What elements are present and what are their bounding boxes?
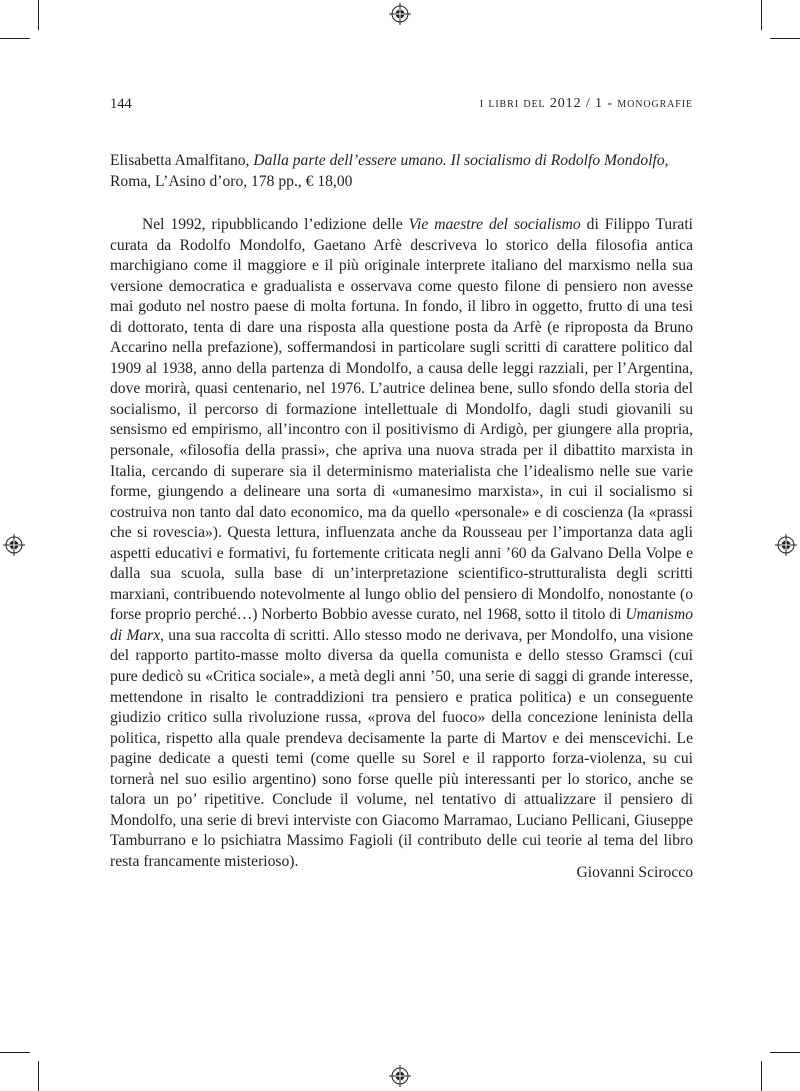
citation-title: Dalla parte dell’essere umano. Il socialismo di Rodolfo Mondolfo: [253, 152, 665, 169]
review-text-2: di Filippo Turati curata da Rodolfo Mondolfo, Gaetano Arfè descriveva lo storico della filosofia antica marchigiano come il maggiore e il più originale interprete italiano del marxismo nella sua versione democratica e gradualista e osservava come questo filone di pensiero non avesse mai goduto nel nostro paese di molta fortuna. In fondo, il libro in oggetto, frutto di una tesi di dottorato, tenta di dare una risposta alla questione posta da Arfè (e riproposta da Bruno Accarino nella prefazione), soffermandosi in particolare sugli scritti di carattere politico dal 1909 al 1938, anno della partenza di Mondolfo, a causa delle leggi razziali, per l’Argentina, dove morirà, quasi centenario, nel 1976. L’autrice delinea bene, sullo sfondo della storia del socialismo, il percorso di formazione intellettuale di Mondolfo, dagli studi giovanili su sensismo ed empirismo, all’incontro con il positivismo di Ardigò, per giungere alla propria, personale, «filosofia della prassi», che apriva una nuova strada per il dibattito marxista in Italia, cercando di superare sia il determinismo materialista che l’idealismo nelle sue varie forme, giungendo a delineare una sorta di «umanesimo marxista», in cui il socialismo si costruiva non tanto dal dato economico, ma da quello «personale» e di coscienza (la «prassi che si rovescia»). Questa lettura, influenzata anche da Rousseau per l’importanza data agli aspetti educativi e formativi, fu fortemente criticata negli anni ’60 da Galvano Della Volpe e dalla sua scuola, sulla base di un’interpretazione scientifico-strutturalista degli scritti marxiani, contribuendo notevolmente al lungo oblio del pensiero di Mondolfo, nonostante (o forse proprio perché…) Norberto Bobbio avesse curato, nel 1968, sotto il titolo di: [110, 216, 694, 624]
registration-mark-icon: [3, 534, 25, 556]
crop-mark-bottom-left-horizontal: [0, 1052, 30, 1053]
crop-mark-top-left-horizontal: [0, 38, 30, 39]
crop-mark-top-left-vertical: [38, 0, 39, 30]
running-head: [110, 96, 693, 116]
citation-author: Elisabetta Amalfitano,: [110, 152, 254, 169]
review-italic-title-1: Vie maestre del socialismo: [408, 216, 581, 233]
review-italic-title-2: Umanismo di Marx: [110, 606, 693, 644]
registration-mark-icon: [389, 3, 411, 25]
review-text-1: Nel 1992, ripubblicando l’edizione delle: [142, 216, 409, 233]
crop-mark-top-right-vertical: [761, 0, 762, 30]
reviewer-signature: Giovanni Scirocco: [576, 864, 693, 881]
book-citation: [110, 151, 693, 192]
review-paragraph: [110, 215, 693, 873]
registration-mark-icon: [389, 1065, 411, 1087]
registration-mark-icon: [775, 534, 797, 556]
crop-mark-bottom-right-horizontal: [770, 1052, 800, 1053]
crop-mark-bottom-right-vertical: [761, 1061, 762, 1091]
review-body: [110, 215, 693, 873]
running-title: i libri del 2012 / 1 - monografie: [479, 96, 693, 111]
crop-mark-bottom-left-vertical: [38, 1061, 39, 1091]
citation-details: , Roma, L’Asino d’oro, 178 pp., € 18,00: [110, 152, 669, 190]
review-text-3: , una sua raccolta di scritti. Allo stesso modo ne derivava, per Mondolfo, una visione del rapporto partito-masse molto diversa da quella comunista e dello stesso Gramsci (cui pure dedicò su «Critica sociale», a metà degli anni ’50, una serie di saggi di grande interesse, mettendone in risalto le contraddizioni tra pensiero e pratica politica) e un conseguente giudizio critico sulla rivoluzione russa, «prova del fuoco» della concezione leninista della politica, rispetto alla quale prendeva decisamente la parte di Martov e dei menscevichi. Le pagine dedicate a questi temi (come quelle su Sorel e il rapporto forza-violenza, su cui tornerà nel suo esilio argentino) sono forse quelle più interessanti per lo storico, anche se talora un po’ ripetitive. Conclude il volume, nel tentativo di attualizzare il pensiero di Mondolfo, una serie di brevi interviste con Giacomo Marramao, Luciano Pellicani, Giuseppe Tamburrano e lo psichiatra Massimo Fagioli (il contributo delle cui teorie al tema del libro resta francamente misterioso).: [110, 626, 693, 870]
crop-mark-top-right-horizontal: [770, 38, 800, 39]
page-number: 144: [110, 96, 132, 112]
